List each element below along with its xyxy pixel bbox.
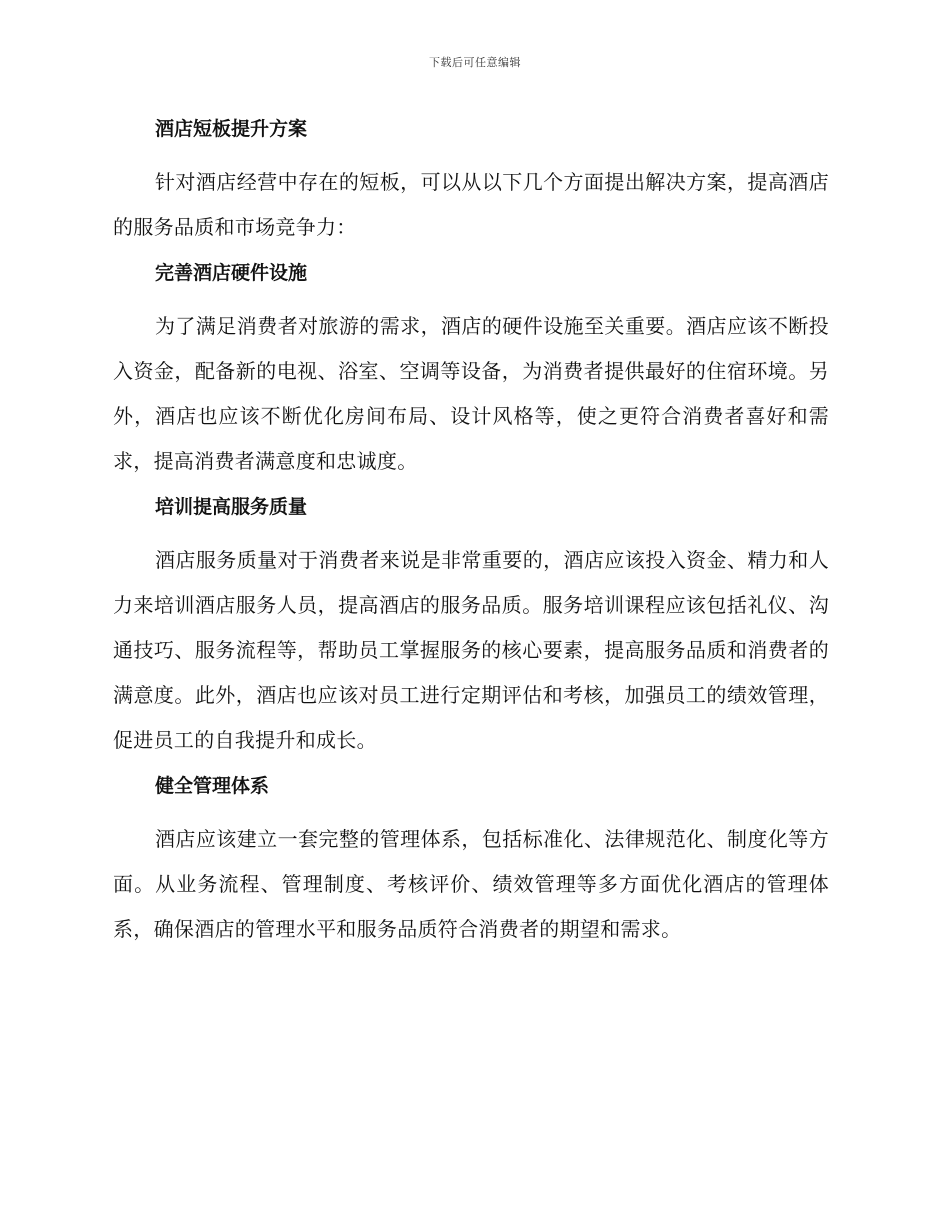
document-content (113, 112, 829, 958)
document-title: 酒店短板提升方案 (155, 118, 308, 140)
section-heading: 培训提高服务质量 (155, 496, 308, 518)
intro-paragraph: 针对酒店经营中存在的短板，可以从以下几个方面提出解决方案，提高酒店的服务品质和市场竞争力： (113, 170, 829, 239)
header-note: 下载后可任意编辑 (429, 56, 521, 69)
section-training (113, 490, 829, 763)
section-hardware (113, 256, 829, 484)
section-paragraph: 酒店服务质量对于消费者来说是非常重要的，酒店应该投入资金、精力和人力来培训酒店服务人员，提高酒店的服务品质。服务培训课程应该包括礼仪、沟通技巧、服务流程等，帮助员工掌握服务的核心要素，提高服务品质和消费者的满意度。此外，酒店也应该对员工进行定期评估和考核，加强员工的绩效管理，促进员工的自我提升和成长。 (113, 548, 829, 752)
section-heading: 完善酒店硬件设施 (155, 262, 308, 284)
section-paragraph: 酒店应该建立一套完整的管理体系，包括标准化、法律规范化、制度化等方面。从业务流程、管理制度、考核评价、绩效管理等多方面优化酒店的管理体系，确保酒店的管理水平和服务品质符合消费者的期望和需求。 (113, 827, 829, 941)
section-heading: 健全管理体系 (155, 775, 270, 797)
section-management (113, 769, 829, 952)
section-paragraph: 为了满足消费者对旅游的需求，酒店的硬件设施至关重要。酒店应该不断投入资金，配备新的电视、浴室、空调等设备，为消费者提供最好的住宿环境。另外，酒店也应该不断优化房间布局、设计风格等，使之更符合消费者喜好和需求，提高消费者满意度和忠诚度。 (113, 314, 829, 473)
